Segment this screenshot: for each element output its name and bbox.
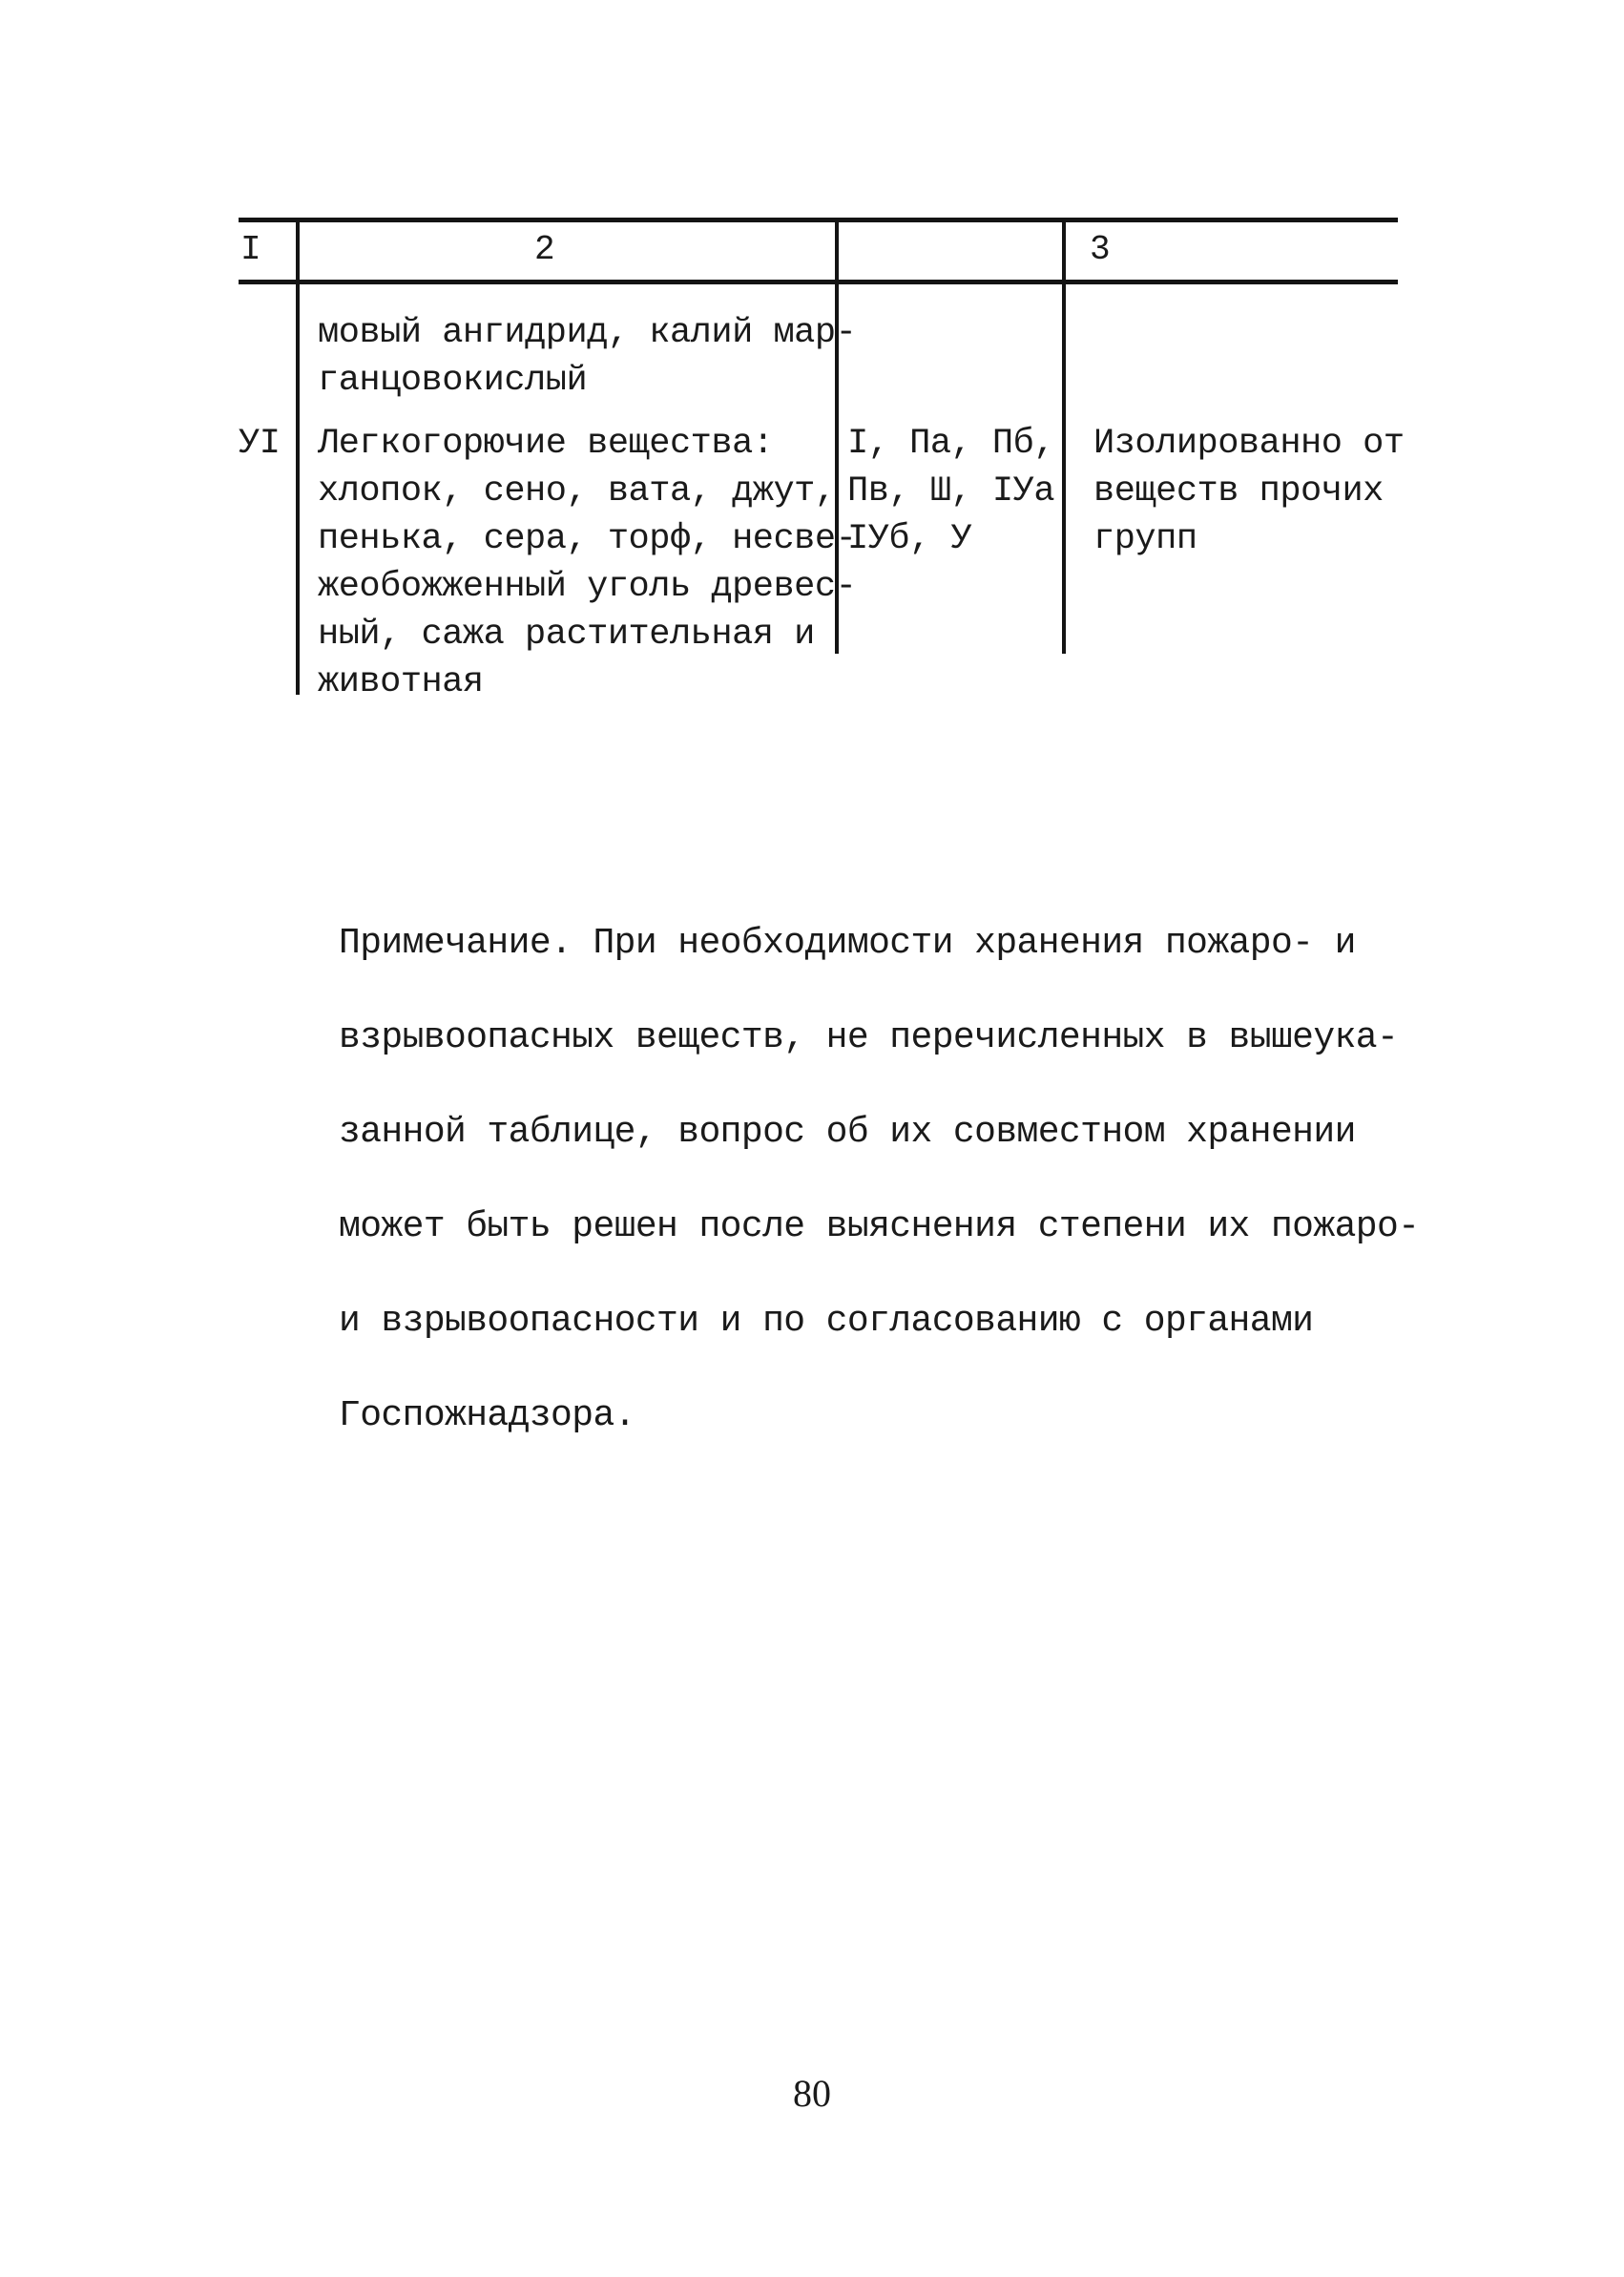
note-line: Примечание. При необходимости хранения пожаро- и: [339, 923, 1356, 964]
header-col-2: 2: [534, 230, 555, 269]
header-col-4: 3: [1090, 230, 1111, 269]
column-divider-3: [1062, 219, 1066, 654]
table-header-rule: [239, 280, 1398, 284]
group-number: УI: [239, 424, 281, 464]
compatible-groups-line: Пв, Ш, IУа: [847, 471, 1055, 512]
note-paragraph: [339, 865, 1420, 1463]
note-line: взрывоопасных веществ, не перечисленных в вышеука-: [339, 1017, 1399, 1058]
substances-line: жеобожженный уголь древес-: [318, 567, 857, 607]
substances-line: Легкогорючие вещества:: [318, 424, 774, 464]
storage-line: веществ прочих: [1093, 471, 1384, 512]
substances-line: пенька, сера, торф, несве-: [318, 519, 857, 559]
storage-line: Изолированно от: [1093, 424, 1405, 464]
substances-line: животная: [318, 662, 484, 702]
page-number: 80: [793, 2072, 831, 2115]
continuation-line: мовый ангидрид, калий мар-: [318, 313, 857, 353]
note-line: занной таблице, вопрос об их совместном хранении: [339, 1112, 1356, 1153]
compatible-groups-line: I, Па, Пб,: [847, 424, 1055, 464]
table-top-rule: [239, 218, 1398, 222]
header-col-1: I: [240, 230, 261, 269]
column-divider-1: [296, 219, 300, 695]
note-line: и взрывоопасности и по согласованию с органами: [339, 1301, 1314, 1342]
storage-line: групп: [1093, 519, 1197, 559]
note-line: может быть решен после выяснения степени их пожаро-: [339, 1206, 1420, 1247]
compatible-groups-line: IУб, У: [847, 519, 972, 559]
substances-line: хлопок, сено, вата, джут,: [318, 471, 836, 512]
continuation-line: ганцовокислый: [318, 361, 588, 401]
note-line: Госпожнадзора.: [339, 1395, 635, 1436]
substances-line: ный, сажа растительная и: [318, 615, 815, 655]
